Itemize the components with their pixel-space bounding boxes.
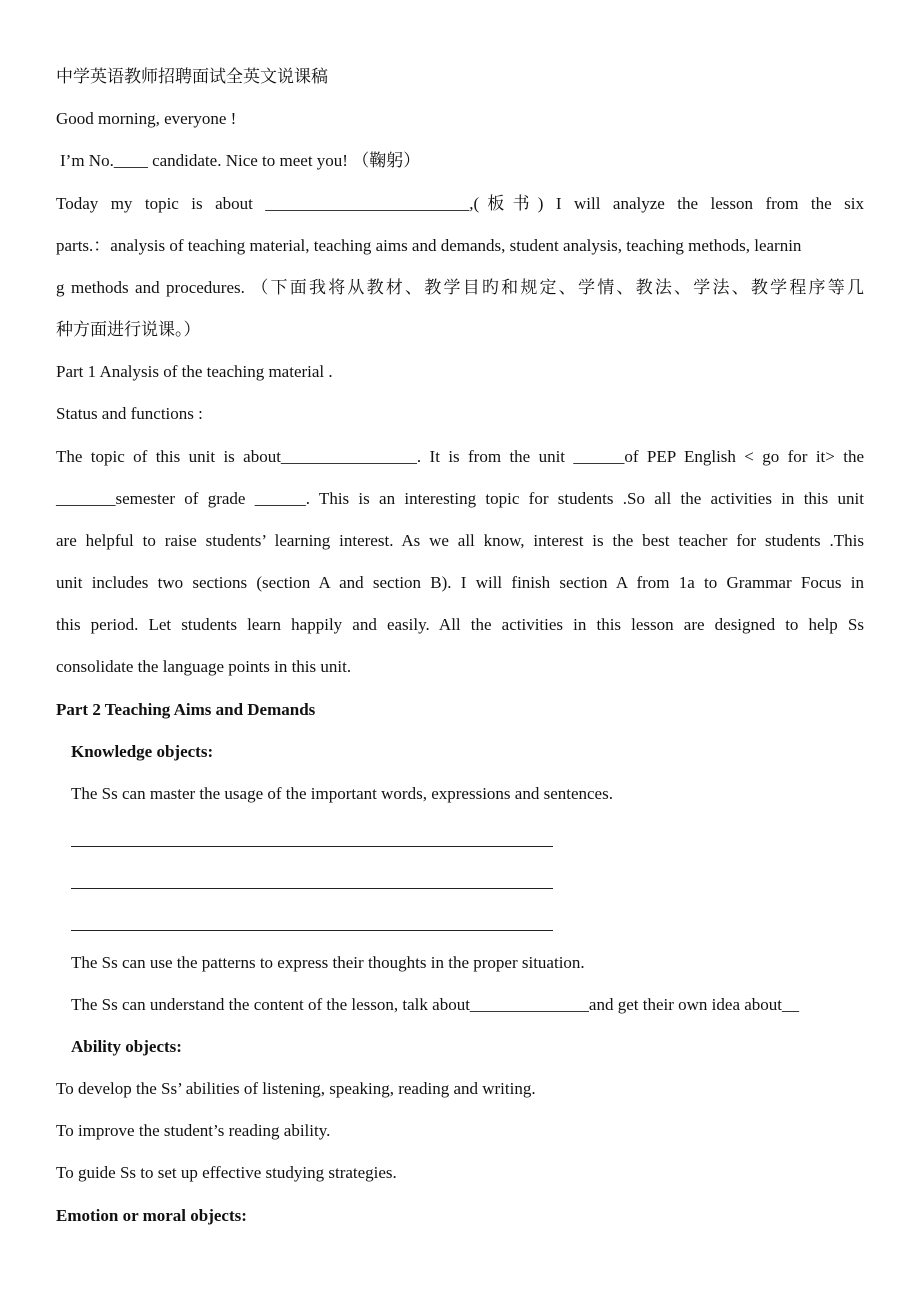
knowledge-line-1: The Ss can master the usage of the important words, expressions and sentences. [71,784,613,803]
topic-line-1: Today my topic is about ________________________,(板书) I will analyze the lesson from the six [56,194,864,213]
paragraph-line-1: The topic of this unit is about________________. It is from the unit ______of PEP English < go for it> the [56,447,864,466]
topic-line-2: parts.：analysis of teaching material, teaching aims and demands, student analysis, teaching methods, learnin [56,236,802,255]
status-heading: Status and functions : [56,404,203,423]
document-title: 中学英语教师招聘面试全英文说课稿 [56,67,328,86]
paragraph-line-5: this period. Let students learn happily and easily. All the activities in this lesson are designed to help Ss [56,615,864,634]
ability-line-1: To develop the Ss’ abilities of listening, speaking, reading and writing. [56,1079,536,1098]
paragraph-line-2: _______semester of grade ______. This is an interesting topic for students .So all the activities in this unit [56,489,864,508]
blank-line-3 [71,930,553,931]
emotion-heading: Emotion or moral objects: [56,1206,247,1225]
knowledge-line-2: The Ss can use the patterns to express their thoughts in the proper situation. [71,953,585,972]
topic-line-3: g methods and procedures. （下面我将从教材、教学目旳和规定、学情、教法、学法、教学程序等几 [56,278,864,297]
ability-line-2: To improve the student’s reading ability. [56,1121,331,1140]
paragraph-line-3: are helpful to raise students’ learning interest. As we all know, interest is the best teacher for students .This [56,531,864,550]
knowledge-heading: Knowledge objects: [71,742,214,761]
blank-line-2 [71,888,553,889]
ability-heading: Ability objects: [71,1037,182,1056]
part1-heading: Part 1 Analysis of the teaching material . [56,362,333,381]
paragraph-line-6: consolidate the language points in this unit. [56,657,352,676]
blank-line-1 [71,846,553,847]
topic-line-4: 种方面进行说课。） [56,320,201,339]
intro-line: I’m No.____ candidate. Nice to meet you! （鞠躬） [60,151,421,170]
ability-line-3: To guide Ss to set up effective studying strategies. [56,1163,397,1182]
knowledge-line-3: The Ss can understand the content of the lesson, talk about______________and get their own idea about__ [71,995,800,1014]
part2-heading: Part 2 Teaching Aims and Demands [56,700,316,719]
paragraph-line-4: unit includes two sections (section A and section B). I will finish section A from 1a to Grammar Focus in [56,573,864,592]
greeting-line: Good morning, everyone ! [56,109,237,128]
